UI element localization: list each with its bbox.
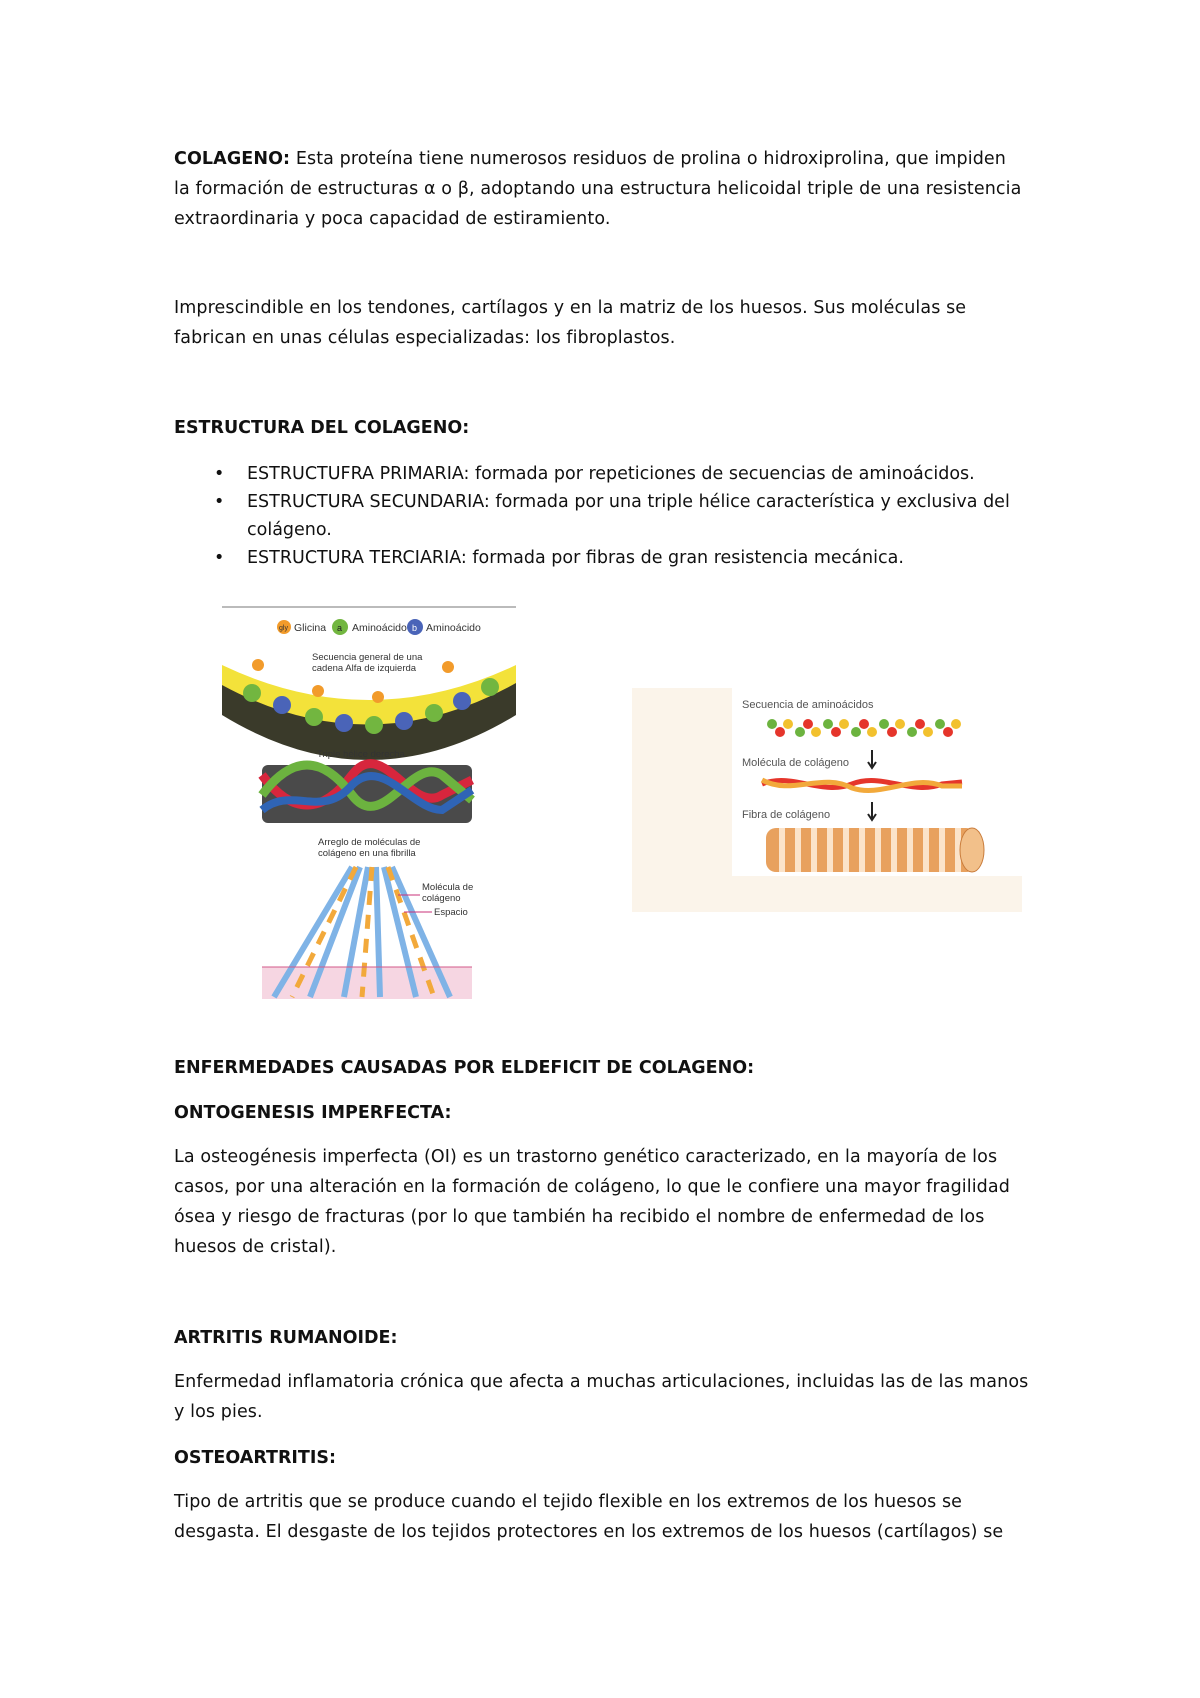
legend-label: Aminoácido xyxy=(426,622,481,634)
paragraph-tissues xyxy=(174,293,1054,353)
item-text: formada por fibras de gran resistencia mecánica. xyxy=(466,548,904,568)
figure-label: Molécula de colágeno xyxy=(742,757,850,769)
item-lead: ESTRUCTURA TERCIARIA: xyxy=(247,548,467,568)
item-lead: ESTRUCTURA SECUNDARIA: xyxy=(247,492,490,512)
figure-caption: cadena Alfa de izquierda xyxy=(312,663,417,674)
figure-label: Espacio xyxy=(434,907,468,918)
collagen-fiber-graphic xyxy=(766,828,984,872)
figure-caption: Triple hélice derecha xyxy=(317,749,405,760)
intro-lead: COLAGENO: xyxy=(174,149,291,169)
bullet-icon: • xyxy=(214,548,225,568)
legend-mark: a xyxy=(337,623,343,633)
legend-mark: gly xyxy=(279,625,288,632)
paragraph-line: Tipo de artritis que se produce cuando el tejido flexible en los extremos de los huesos se xyxy=(174,1492,963,1512)
figure-caption: Arreglo de moléculas de xyxy=(318,837,421,848)
item-text: formada por una triple hélice característica y exclusiva del xyxy=(489,492,1010,512)
figure-caption: Secuencia general de una xyxy=(312,652,423,663)
paragraph-line: ósea y riesgo de fracturas (por lo que también ha recibido el nombre de enfermedad de los xyxy=(174,1207,985,1227)
collagen-fiber-figure xyxy=(632,688,1022,912)
paragraph-line: desgasta. El desgaste de los tejidos protectores en los extremos de los huesos (cartílagos) se xyxy=(174,1522,1004,1542)
figure-caption: colágeno en una fibrilla xyxy=(318,848,416,859)
structure-list xyxy=(174,460,1054,572)
figure-label: Secuencia de aminoácidos xyxy=(742,699,874,711)
paragraph-line: La osteogénesis imperfecta (OI) es un trastorno genético caracterizado, en la mayoría de los xyxy=(174,1147,998,1167)
paragraph-osteogenesis xyxy=(174,1142,1054,1262)
paragraph-line: fabrican en unas células especializadas: los fibroplastos. xyxy=(174,328,676,348)
subheading-osteoartritis: OSTEOARTRITIS: xyxy=(174,1448,336,1468)
item-continuation: colágeno. xyxy=(247,520,332,540)
paragraph-line: Imprescindible en los tendones, cartílagos y en la matriz de los huesos. Sus moléculas se xyxy=(174,298,967,318)
section-heading-estructura: ESTRUCTURA DEL COLAGENO: xyxy=(174,418,470,438)
collagen-structure-figure xyxy=(222,605,516,1001)
list-item xyxy=(174,460,1054,488)
subheading-artritis: ARTRITIS RUMANOIDE: xyxy=(174,1328,398,1348)
paragraph-line: y los pies. xyxy=(174,1402,263,1422)
paragraph-line: Enfermedad inflamatoria crónica que afecta a muchas articulaciones, incluidas las de las manos xyxy=(174,1372,1029,1392)
intro-line: extraordinaria y poca capacidad de estiramiento. xyxy=(174,209,611,229)
intro-line: Esta proteína tiene numerosos residuos de prolina o hidroxiprolina, que impiden xyxy=(290,149,1006,169)
paragraph-line: huesos de cristal). xyxy=(174,1237,337,1257)
intro-paragraph xyxy=(174,144,1054,234)
item-text: formada por repeticiones de secuencias de aminoácidos. xyxy=(469,464,975,484)
intro-line: la formación de estructuras α o β, adoptando una estructura helicoidal triple de una resistencia xyxy=(174,179,1022,199)
figure-label: Molécula de xyxy=(422,882,474,893)
figure-label: Fibra de colágeno xyxy=(742,809,831,821)
list-item xyxy=(174,488,1054,544)
bullet-icon: • xyxy=(214,492,225,512)
list-item xyxy=(174,544,1054,572)
legend-label: Glicina xyxy=(294,622,327,634)
triple-helix-graphic xyxy=(262,764,472,823)
legend-label: Aminoácido xyxy=(352,622,407,634)
subheading-ontogenesis: ONTOGENESIS IMPERFECTA: xyxy=(174,1103,452,1123)
bullet-icon: • xyxy=(214,464,225,484)
paragraph-line: casos, por una alteración en la formación de colágeno, lo que le confiere una mayor fragilidad xyxy=(174,1177,1010,1197)
section-heading-enfermedades: ENFERMEDADES CAUSADAS POR ELDEFICIT DE COLAGENO: xyxy=(174,1058,755,1078)
paragraph-osteoartritis xyxy=(174,1487,1054,1547)
item-lead: ESTRUCTUFRA PRIMARIA: xyxy=(247,464,470,484)
paragraph-artritis xyxy=(174,1367,1054,1427)
legend-mark: b xyxy=(412,623,418,633)
figure-label: colágeno xyxy=(422,893,461,904)
